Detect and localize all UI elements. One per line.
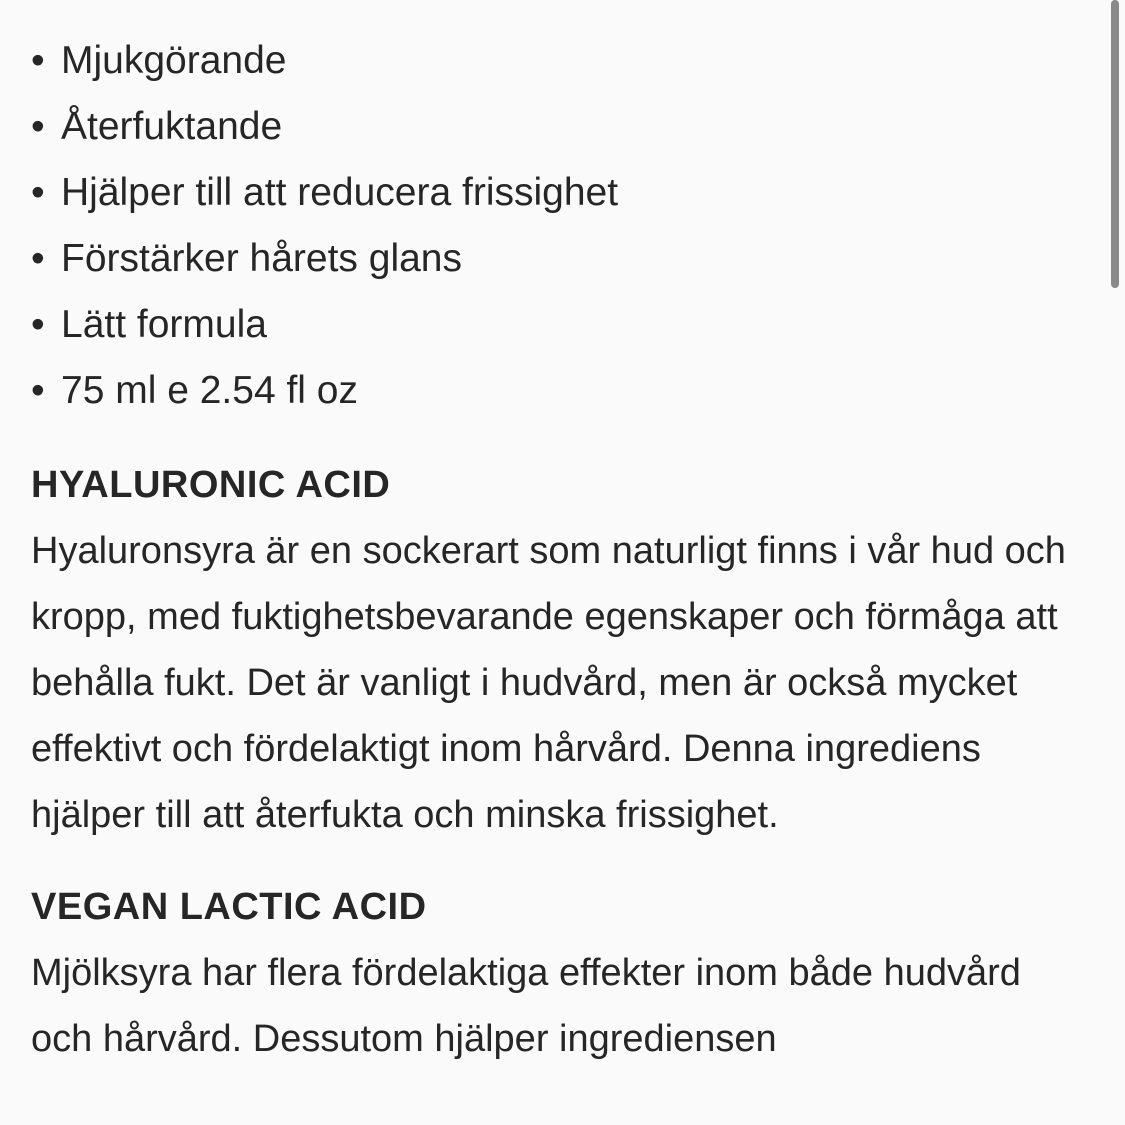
list-item bbox=[31, 226, 1091, 292]
product-description-content bbox=[31, 28, 1091, 1072]
section-vegan-lactic-acid bbox=[31, 874, 1091, 1072]
list-item bbox=[31, 160, 1091, 226]
feature-text: Återfuktande bbox=[61, 105, 283, 148]
feature-text: Hjälper till att reducera frissighet bbox=[61, 171, 619, 214]
feature-text: Lätt formula bbox=[61, 303, 267, 346]
bullet-glyph: • bbox=[31, 105, 45, 148]
bullet-glyph: • bbox=[31, 303, 45, 346]
bullet-glyph: • bbox=[31, 171, 45, 214]
bullet-glyph: • bbox=[31, 237, 45, 280]
vertical-scrollbar[interactable] bbox=[1111, 0, 1119, 288]
feature-text: 75 ml e 2.54 fl oz bbox=[61, 369, 358, 412]
section-hyaluronic-acid bbox=[31, 452, 1091, 848]
list-item bbox=[31, 28, 1091, 94]
section-body: Mjölksyra har flera fördelaktiga effekter inom både hudvård och hårvård. Dessutom hjälper ingrediensen bbox=[31, 952, 1021, 1060]
bullet-glyph: • bbox=[31, 369, 45, 412]
feature-text: Mjukgörande bbox=[61, 39, 287, 82]
bullet-glyph: • bbox=[31, 39, 45, 82]
list-item bbox=[31, 292, 1091, 358]
list-item bbox=[31, 94, 1091, 160]
list-item bbox=[31, 358, 1091, 424]
section-body: Hyaluronsyra är en sockerart som naturligt finns i vår hud och kropp, med fuktighetsbevarande egenskaper och förmåga att behålla fukt. Det är vanligt i hudvård, men är också mycket effektivt och fördelaktigt inom hårvård. Denna ingrediens hjälper till att återfukta och minska frissighet. bbox=[31, 530, 1066, 836]
section-title: VEGAN LACTIC ACID bbox=[31, 886, 427, 928]
feature-list bbox=[31, 28, 1091, 424]
section-title: HYALURONIC ACID bbox=[31, 464, 391, 506]
feature-text: Förstärker hårets glans bbox=[61, 237, 462, 280]
